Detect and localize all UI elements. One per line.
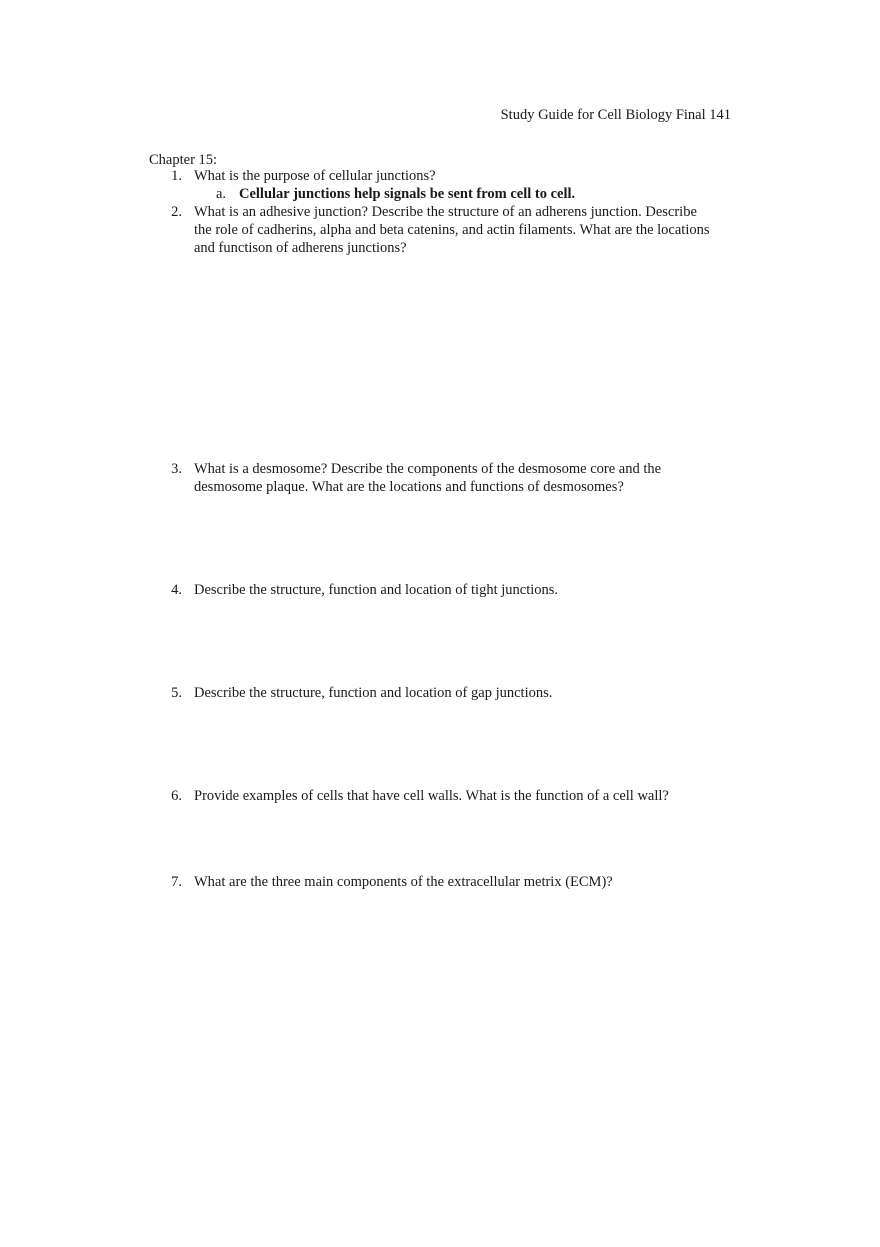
answer-1-text: Cellular junctions help signals be sent from cell to cell. bbox=[239, 186, 576, 202]
question-7-line-1: What are the three main components of the extracellular metrix (ECM)? bbox=[194, 874, 613, 890]
question-5-text bbox=[194, 684, 739, 702]
question-6-number: 6. bbox=[171, 788, 182, 804]
question-2-number: 2. bbox=[171, 204, 182, 220]
question-1-text bbox=[194, 167, 739, 185]
question-4-number: 4. bbox=[171, 582, 182, 598]
question-5-line-1: Describe the structure, function and location of gap junctions. bbox=[194, 685, 553, 701]
document-header-title: Study Guide for Cell Biology Final 141 bbox=[500, 107, 731, 123]
question-3-line-1: What is a desmosome? Describe the components of the desmosome core and the bbox=[194, 461, 662, 477]
question-4-line-1: Describe the structure, function and location of tight junctions. bbox=[194, 582, 559, 598]
question-7-number: 7. bbox=[171, 874, 182, 890]
question-7-text bbox=[194, 873, 739, 891]
chapter-heading: Chapter 15: bbox=[149, 152, 218, 168]
question-5-number: 5. bbox=[171, 685, 182, 701]
question-2-line-2: the role of cadherins, alpha and beta catenins, and actin filaments. What are the locations bbox=[194, 222, 710, 238]
question-6-line-1: Provide examples of cells that have cell walls. What is the function of a cell wall? bbox=[194, 788, 669, 804]
question-4-text bbox=[194, 581, 739, 599]
question-2-text bbox=[194, 203, 739, 257]
question-6-text bbox=[194, 787, 739, 805]
question-3-number: 3. bbox=[171, 461, 182, 477]
question-3-line-2: desmosome plaque. What are the locations and functions of desmosomes? bbox=[194, 479, 624, 495]
answer-1-letter: a. bbox=[216, 186, 227, 202]
question-1-number: 1. bbox=[171, 168, 182, 184]
question-1-line-1: What is the purpose of cellular junctions? bbox=[194, 168, 436, 184]
question-2-line-3: and functison of adherens junctions? bbox=[194, 240, 407, 256]
question-2-line-1: What is an adhesive junction? Describe the structure of an adherens junction. Describe bbox=[194, 204, 697, 220]
question-3-text bbox=[194, 460, 739, 496]
